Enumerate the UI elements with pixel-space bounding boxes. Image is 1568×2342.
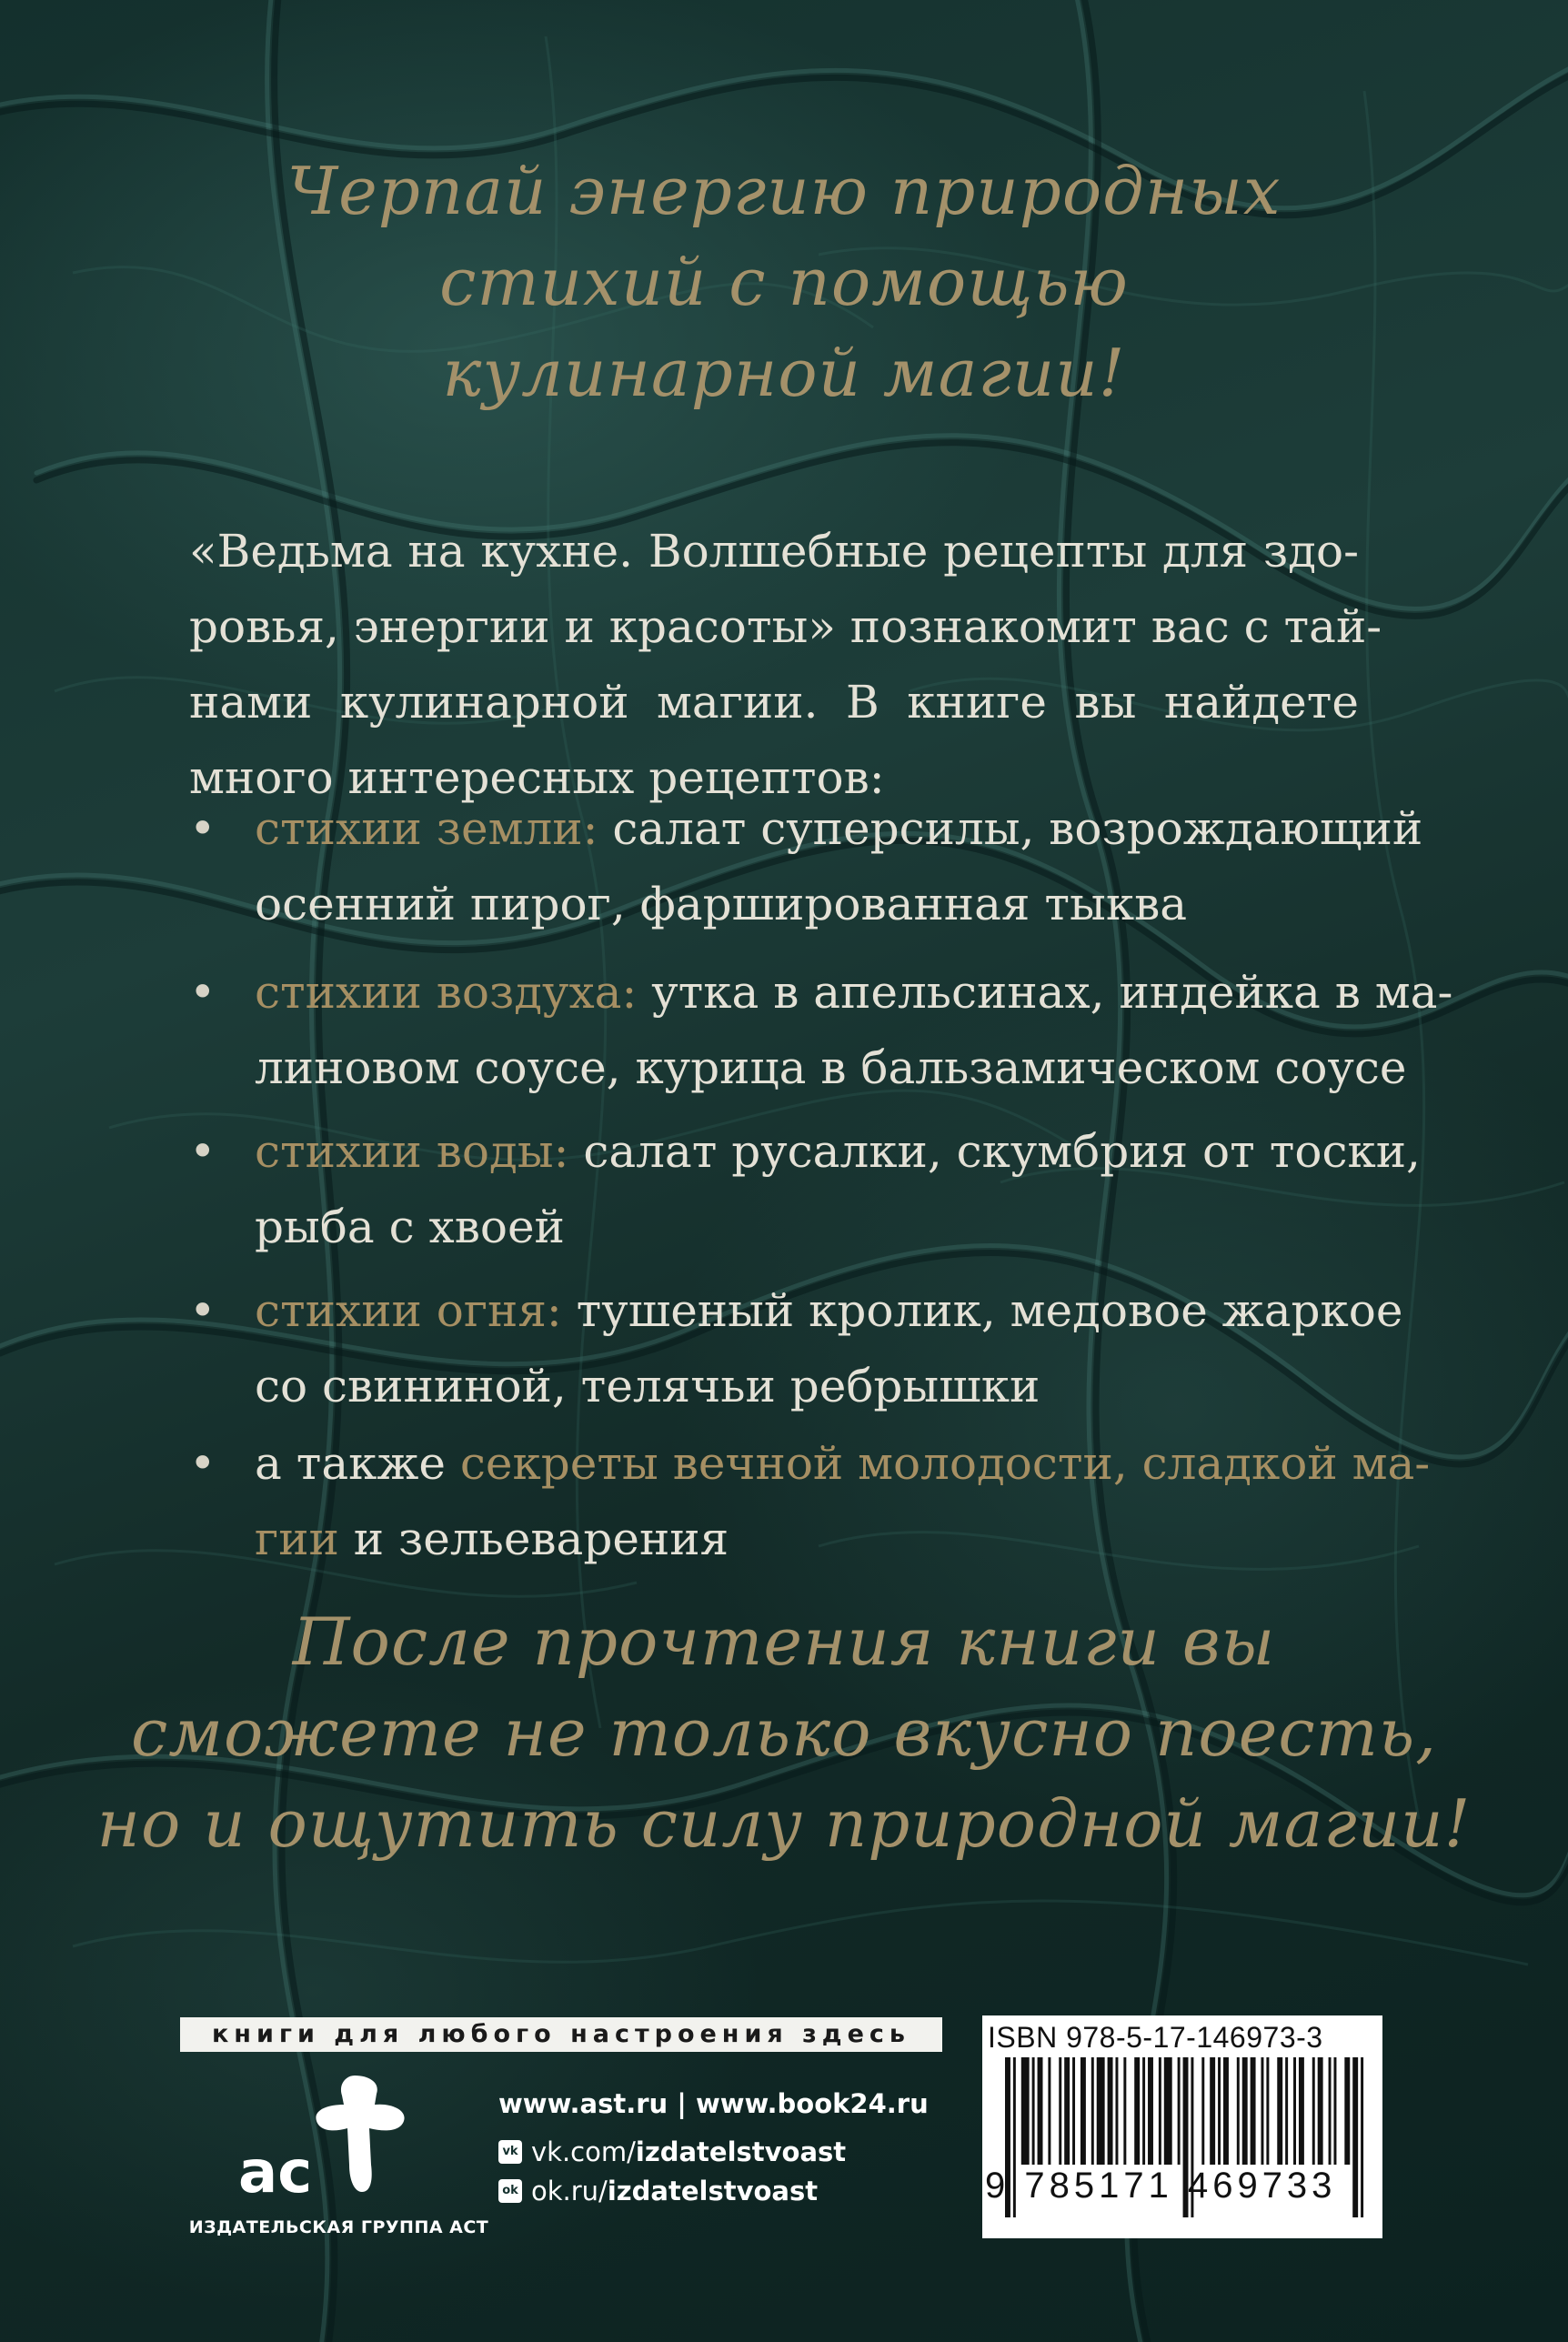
barcode-bar (1266, 2057, 1269, 2165)
bullet: • (189, 1437, 216, 1490)
vk-handle: izdatelstvoast (635, 2136, 847, 2167)
recipe-text: со свининой, телячьи ребрышки (255, 1360, 1040, 1412)
barcode-bar (1312, 2057, 1315, 2165)
bullet: • (189, 1125, 216, 1178)
barcode-bar (1210, 2057, 1215, 2165)
barcode-bar (1344, 2057, 1350, 2165)
barcode-bar (1097, 2057, 1105, 2165)
barcode-bar (1123, 2057, 1126, 2165)
recipe-text: тушеный кролик, медовое жаркое (561, 1284, 1403, 1337)
barcode-bar (1293, 2057, 1296, 2165)
intro-line: нами кулинарной магии. В книге вы найдете (189, 676, 1359, 729)
barcode-bar (1318, 2057, 1323, 2165)
barcode-bar (1251, 2057, 1256, 2165)
bullet: • (189, 1284, 216, 1337)
barcode-bar (1352, 2057, 1358, 2217)
barcode-bar (1142, 2057, 1145, 2165)
headline-bottom-line: сможете не только вкусно поесть, (130, 1694, 1438, 1771)
barcode-bar (1159, 2057, 1161, 2165)
intro-line: «Ведьма на кухне. Волшебные рецепты для здо- (189, 525, 1359, 578)
recipe-text: утка в апельсинах, индейка в ма- (637, 966, 1453, 1019)
headline-top-line: стихий с помощью (439, 244, 1129, 320)
bullet: • (189, 966, 216, 1019)
recipe-text: салат суперсилы, возрождающий (598, 802, 1423, 855)
extra-highlight: гии (255, 1513, 339, 1565)
recipe-label: стихии огня: (255, 1284, 562, 1337)
logo-text: ac (238, 2139, 313, 2206)
barcode-bar (1285, 2057, 1288, 2165)
vk-prefix: vk.com/ (531, 2136, 636, 2167)
ok-prefix: ok.ru/ (531, 2176, 608, 2206)
ok-handle: izdatelstvoast (607, 2176, 819, 2206)
bullet: • (189, 802, 216, 855)
barcode-bar (1108, 2057, 1113, 2165)
ok-icon: ok (498, 2179, 522, 2203)
publisher-logo (218, 2065, 446, 2210)
barcode-bar (1091, 2057, 1094, 2165)
barcode-bar (1064, 2057, 1070, 2165)
ok-link[interactable] (498, 2176, 818, 2206)
barcode-bar (1134, 2057, 1140, 2165)
recipe-text: линовом соусе, курица в бальзамическом соусе (255, 1041, 1407, 1094)
isbn-label: ISBN 978-5-17-146973-3 (988, 2021, 1323, 2054)
barcode-bar (1081, 2057, 1086, 2165)
barcode-bar (1242, 2057, 1248, 2165)
barcode-bar (1277, 2057, 1282, 2165)
extra-suffix: и зельеварения (338, 1513, 729, 1565)
barcode-bar (1059, 2057, 1061, 2165)
barcode-bar (1148, 2057, 1153, 2165)
headline-top-line: Черпай энергию природных (286, 153, 1282, 229)
recipe-text: осенний пирог, фаршированная тыква (255, 878, 1188, 930)
vk-icon: vk (498, 2140, 522, 2164)
barcode-bar (1361, 2057, 1363, 2217)
barcode-bar (1261, 2057, 1263, 2165)
barcode-bar (1048, 2057, 1050, 2165)
recipe-text: салат русалки, скумбрия от тоски, (568, 1125, 1421, 1178)
website-links[interactable]: www.ast.ru | www.book24.ru (498, 2088, 929, 2119)
barcode-bar (1072, 2057, 1075, 2165)
intro-line: много интересных рецептов: (189, 751, 885, 804)
barcode-bar (1299, 2057, 1304, 2165)
barcode-bar (1201, 2057, 1204, 2165)
recipe-label: стихии земли: (255, 802, 598, 855)
barcode-bar (1032, 2057, 1035, 2165)
extra-highlight: секреты вечной молодости, сладкой ма- (459, 1437, 1431, 1490)
extra-prefix: а также (255, 1437, 460, 1490)
barcode-bar (1333, 2057, 1336, 2165)
barcode-bar (1329, 2057, 1332, 2165)
barcode-bar (1038, 2057, 1043, 2165)
headline-bottom-line: но и ощутить силу природной магии! (96, 1785, 1472, 1862)
barcode-bar (1218, 2057, 1221, 2165)
recipe-label: стихии воды: (255, 1125, 569, 1178)
headline-bottom-line: После прочтения книги вы (292, 1603, 1276, 1680)
barcode-bar (1237, 2057, 1240, 2165)
promo-banner: книги для любого настроения здесь (180, 2017, 942, 2052)
recipe-label: стихии воздуха: (255, 966, 638, 1019)
headline-top (0, 146, 1568, 418)
barcode-digits: 9 785171 469733 (985, 2166, 1337, 2206)
vk-link[interactable] (498, 2136, 846, 2167)
recipe-text: рыба с хвоей (255, 1201, 565, 1253)
publisher-name: ИЗДАТЕЛЬСКАЯ ГРУППА АСТ (188, 2217, 489, 2237)
intro-paragraph (189, 514, 1382, 816)
barcode-bar (1115, 2057, 1118, 2165)
headline-bottom (0, 1596, 1568, 1869)
barcode-bar (1223, 2057, 1229, 2165)
barcode-bar (1178, 2057, 1181, 2165)
barcode-bar (1164, 2057, 1172, 2165)
barcode-bar (1021, 2057, 1030, 2165)
headline-top-line: кулинарной магии! (442, 335, 1126, 411)
intro-line: ровья, энергии и красоты» познакомит вас с тай- (189, 600, 1382, 653)
